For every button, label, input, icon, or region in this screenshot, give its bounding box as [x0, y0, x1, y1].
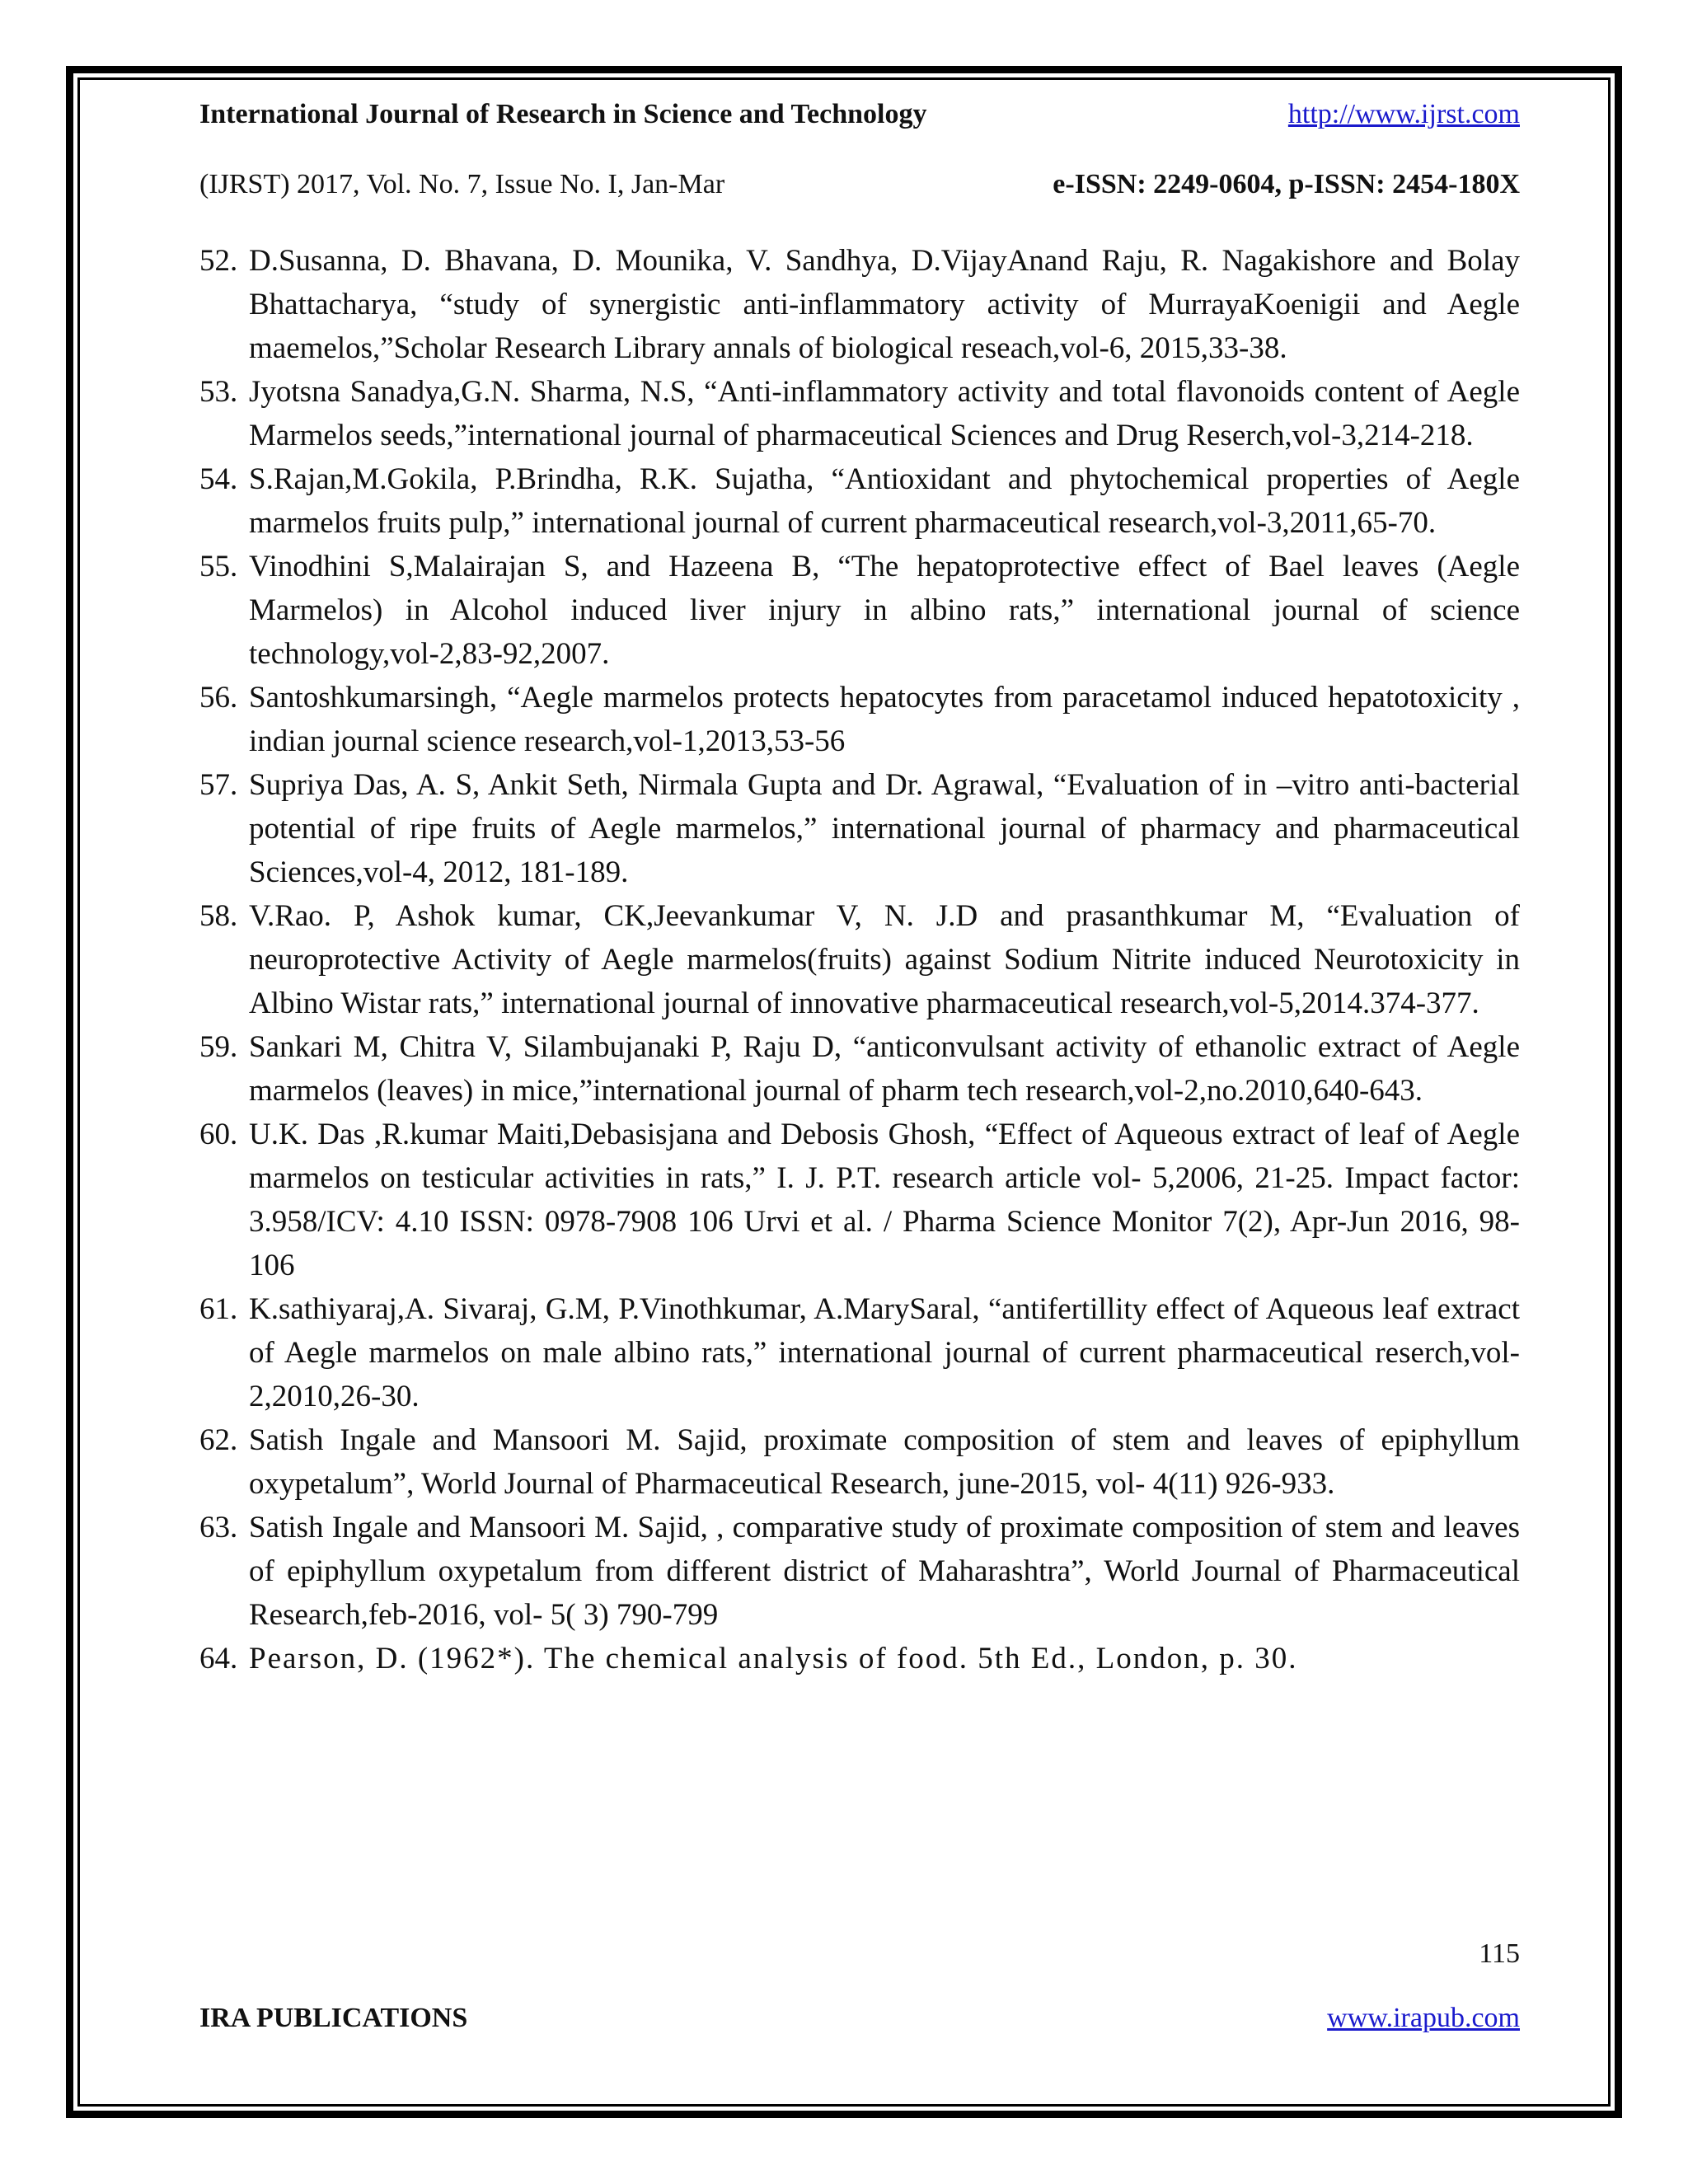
issn-info: e-ISSN: 2249-0604, p-ISSN: 2454-180X: [1053, 169, 1520, 199]
reference-item: [199, 1418, 1520, 1506]
issue-info: (IJRST) 2017, Vol. No. 7, Issue No. I, Jan-Mar: [199, 169, 725, 199]
reference-text: Santoshkumarsingh, “Aegle marmelos protects hepatocytes from paracetamol induced hepatotoxicity , indian journal science research,vol-1,2013,53-56: [249, 681, 1520, 758]
reference-number: 55.: [199, 550, 238, 583]
publisher-name: IRA PUBLICATIONS: [199, 2003, 468, 2033]
reference-item: [199, 545, 1520, 676]
journal-url-link[interactable]: http://www.ijrst.com: [1287, 99, 1520, 129]
reference-text: V.Rao. P, Ashok kumar, CK,Jeevankumar V, N. J.D and prasanthkumar M, “Evaluation of neuroprotective Activity of Aegle marmelos(fruits) against Sodium Nitrite induced Neurotoxicity in Albino Wistar rats,” international journal of innovative pharmaceutical research,vol-5,2014.374-377.: [249, 899, 1520, 1020]
publisher-url-link[interactable]: www.irapub.com: [1327, 2003, 1520, 2033]
reference-text: Jyotsna Sanadya,G.N. Sharma, N.S, “Anti-inflammatory activity and total flavonoids content of Aegle Marmelos seeds,”international journal of pharmaceutical Sciences and Drug Reserch,vol-3,214-218.: [249, 375, 1520, 452]
journal-title: International Journal of Research in Science and Technology: [199, 99, 927, 129]
reference-number: 59.: [199, 1030, 238, 1064]
reference-text: S.Rajan,M.Gokila, P.Brindha, R.K. Sujatha, “Antioxidant and phytochemical properties of Aegle marmelos fruits pulp,” international journal of current pharmaceutical research,vol-3,2011,65-70.: [249, 462, 1520, 540]
page-number: 115: [1479, 1938, 1520, 1969]
reference-number: 52.: [199, 244, 238, 278]
reference-number: 61.: [199, 1292, 238, 1326]
reference-text: Pearson, D. (1962*). The chemical analysis of food. 5th Ed., London, p. 30.: [249, 1642, 1298, 1675]
reference-number: 57.: [199, 768, 238, 802]
reference-list: [199, 239, 1520, 1680]
reference-text: Satish Ingale and Mansoori M. Sajid, , comparative study of proximate composition of stem and leaves of epiphyllum oxypetalum from different district of Maharashtra”, World Journal of Pharmaceutical Research,feb-2016, vol- 5( 3) 790-799: [249, 1511, 1520, 1632]
reference-item: [199, 239, 1520, 370]
reference-number: 58.: [199, 899, 238, 933]
reference-item: [199, 894, 1520, 1025]
reference-text: U.K. Das ,R.kumar Maiti,Debasisjana and Debosis Ghosh, “Effect of Aqueous extract of leaf of Aegle marmelos on testicular activities in rats,” I. J. P.T. research article vol- 5,2006, 21-25. Impact factor: 3.958/ICV: 4.10 ISSN: 0978-7908 106 Urvi et al. / Pharma Science Monitor 7(2), Apr-Jun 2016, 98-106: [249, 1118, 1520, 1282]
footer-row: [199, 2003, 1520, 2034]
reference-item: [199, 1287, 1520, 1418]
reference-item: [199, 763, 1520, 894]
reference-item: [199, 1506, 1520, 1637]
reference-item: [199, 1025, 1520, 1113]
reference-number: 60.: [199, 1118, 238, 1151]
reference-number: 64.: [199, 1642, 238, 1675]
reference-text: Vinodhini S,Malairajan S, and Hazeena B, “The hepatoprotective effect of Bael leaves (Aegle Marmelos) in Alcohol induced liver injury in albino rats,” international journal of science technology,vol-2,83-92,2007.: [249, 550, 1520, 671]
reference-text: Satish Ingale and Mansoori M. Sajid, proximate composition of stem and leaves of epiphyllum oxypetalum”, World Journal of Pharmaceutical Research, june-2015, vol- 4(11) 926-933.: [249, 1423, 1520, 1501]
reference-item: [199, 1113, 1520, 1287]
reference-text: Supriya Das, A. S, Ankit Seth, Nirmala Gupta and Dr. Agrawal, “Evaluation of in –vitro anti-bacterial potential of ripe fruits of Aegle marmelos,” international journal of pharmacy and pharmaceutical Sciences,vol-4, 2012, 181-189.: [249, 768, 1520, 889]
reference-number: 53.: [199, 375, 238, 409]
header-top-row: [199, 99, 1520, 130]
reference-number: 63.: [199, 1511, 238, 1544]
reference-item: [199, 370, 1520, 457]
reference-text: Sankari M, Chitra V, Silambujanaki P, Raju D, “anticonvulsant activity of ethanolic extract of Aegle marmelos (leaves) in mice,”international journal of pharm tech research,vol-2,no.2010,640-643.: [249, 1030, 1520, 1108]
reference-item: [199, 1637, 1520, 1680]
reference-item: [199, 457, 1520, 545]
reference-item: [199, 676, 1520, 763]
reference-number: 54.: [199, 462, 238, 496]
reference-text: D.Susanna, D. Bhavana, D. Mounika, V. Sandhya, D.VijayAnand Raju, R. Nagakishore and Bolay Bhattacharya, “study of synergistic anti-inflammatory activity of MurrayaKoenigii and Aegle maemelos,”Scholar Research Library annals of biological reseach,vol-6, 2015,33-38.: [249, 244, 1520, 365]
header-issue-row: [199, 169, 1520, 200]
reference-number: 56.: [199, 681, 238, 715]
reference-number: 62.: [199, 1423, 238, 1457]
reference-text: K.sathiyaraj,A. Sivaraj, G.M, P.Vinothkumar, A.MarySaral, “antifertillity effect of Aqueous leaf extract of Aegle marmelos on male albino rats,” international journal of current pharmaceutical reserch,vol-2,2010,26-30.: [249, 1292, 1520, 1413]
